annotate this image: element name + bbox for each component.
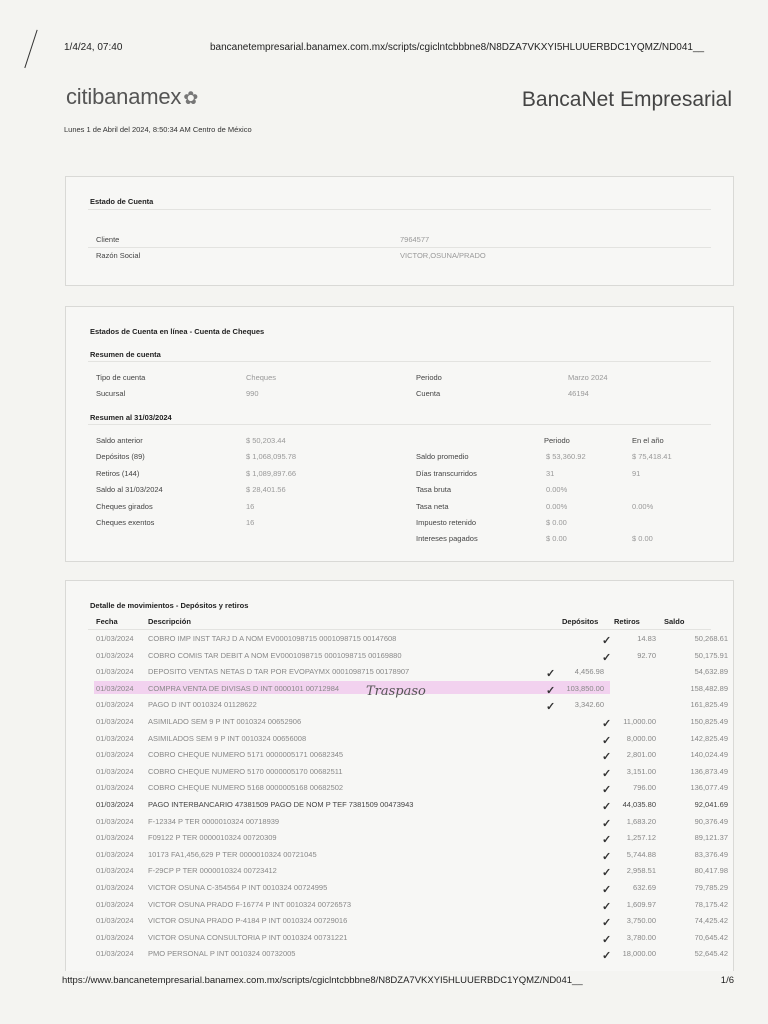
withdrawal-cell: 2,801.00 xyxy=(626,750,656,760)
cuenta-value: 46194 xyxy=(568,389,589,398)
withdrawal-cell: 1,257.12 xyxy=(626,833,656,843)
date-cell: 01/03/2024 xyxy=(96,866,134,876)
check-mark-icon: ✓ xyxy=(602,917,612,930)
withdrawal-cell: 11,000.00 xyxy=(623,717,656,726)
divider xyxy=(88,209,711,210)
check-mark-icon: ✓ xyxy=(602,817,612,830)
summary-periodo: 0.00% xyxy=(546,502,568,511)
table-row xyxy=(66,713,733,730)
estado-title: Estado de Cuenta xyxy=(90,197,154,206)
summary-periodo: $ 0.00 xyxy=(546,518,567,527)
summary-periodo: $ 53,360.92 xyxy=(546,452,586,461)
pen-mark xyxy=(24,30,56,75)
table-row xyxy=(66,912,733,929)
summary-periodo: 31 xyxy=(546,469,555,478)
periodo-label: Periodo xyxy=(416,373,442,382)
check-mark-icon: ✓ xyxy=(602,801,612,813)
summary-anio: 91 xyxy=(632,469,641,478)
balance-cell: 161,825.49 xyxy=(690,700,728,710)
balance-cell: 80,417.98 xyxy=(694,866,728,876)
date-cell: 01/03/2024 xyxy=(96,766,134,776)
description-cell: COBRO IMP INST TARJ D A NOM EV0001098715 0001098715 00147608 xyxy=(148,634,397,643)
balance-cell: 74,425.42 xyxy=(694,916,728,926)
summary-label: Impuesto retenido xyxy=(416,518,477,527)
divider xyxy=(88,424,711,425)
deposit-cell: 4,456.98 xyxy=(574,667,604,677)
summary-value: $ 1,089,897.66 xyxy=(246,469,297,478)
description-cell: F-12334 P TER 0000010324 00718939 xyxy=(148,816,280,826)
table-row xyxy=(66,763,733,780)
balance-cell: 83,376.49 xyxy=(694,849,728,859)
summary-value: 16 xyxy=(246,502,255,511)
balance-cell: 89,121.37 xyxy=(694,833,728,843)
summary-periodo: 0.00% xyxy=(546,485,568,494)
withdrawal-cell: 2,958.51 xyxy=(626,866,656,876)
table-row xyxy=(66,663,733,680)
sucursal-value: 990 xyxy=(246,389,259,398)
withdrawal-cell: 1,609.97 xyxy=(626,899,656,909)
balance-cell: 70,645.42 xyxy=(694,932,728,942)
balance-cell: 142,825.49 xyxy=(690,733,728,743)
date-cell: 01/03/2024 xyxy=(96,700,134,710)
description-cell: COBRO CHEQUE NUMERO 5171 0000005171 00682345 xyxy=(148,750,344,760)
date-cell: 01/03/2024 xyxy=(96,683,134,693)
withdrawal-cell: 3,780.00 xyxy=(626,932,656,942)
table-row xyxy=(66,929,733,946)
description-cell: VICTOR OSUNA PRADO F-16774 P INT 0010324 00726573 xyxy=(148,899,352,909)
print-url: bancanetempresarial.banamex.com.mx/scripts/cgiclntcbbbne8/N8DZA7VKXYI5HLUUERBDC1YQMZ/ND041__ xyxy=(210,42,705,53)
header-descripcion: Descripción xyxy=(148,617,191,626)
description-cell: COBRO COMIS TAR DEBIT A NOM EV0001098715 0001098715 00169880 xyxy=(148,650,402,660)
summary-label: Saldo anterior xyxy=(96,436,143,445)
table-row xyxy=(66,879,733,896)
divider xyxy=(88,361,711,362)
dateline: Lunes 1 de Abril del 2024, 8:50:34 AM Centro de México xyxy=(64,125,252,134)
date-cell: 01/03/2024 xyxy=(96,833,134,843)
col-anio: En el año xyxy=(632,436,664,445)
description-cell: 10173 FA1,456,629 P TER 0000010324 00721045 xyxy=(148,849,317,859)
balance-cell: 136,077.49 xyxy=(690,783,728,793)
description-cell: PAGO INTERBANCARIO 47381509 PAGO DE NOM P TEF 7381509 00473943 xyxy=(148,800,414,809)
cliente-value: 7964577 xyxy=(400,235,430,244)
estado-panel xyxy=(65,176,734,286)
logo-text: citibanamex xyxy=(66,84,182,109)
check-mark-icon: ✓ xyxy=(602,651,612,664)
date-cell: 01/03/2024 xyxy=(96,899,134,909)
withdrawal-cell: 1,683.20 xyxy=(626,816,656,826)
summary-label: Tasa bruta xyxy=(416,485,452,494)
date-cell: 01/03/2024 xyxy=(96,932,134,942)
date-cell: 01/03/2024 xyxy=(96,733,134,743)
check-mark-icon: ✓ xyxy=(602,950,612,963)
swirl-logo-icon: ✿ xyxy=(183,88,199,108)
description-cell: ASIMILADOS SEM 9 P INT 0010324 00656008 xyxy=(148,733,307,743)
summary-label: Cheques exentos xyxy=(96,518,155,527)
cuenta-label: Cuenta xyxy=(416,389,441,398)
resumen-title: Resumen de cuenta xyxy=(90,350,161,359)
balance-cell: 136,873.49 xyxy=(690,766,728,776)
withdrawal-cell: 18,000.00 xyxy=(622,949,656,959)
check-mark-icon: ✓ xyxy=(602,900,612,913)
date-cell: 01/03/2024 xyxy=(96,634,134,643)
table-row xyxy=(66,779,733,796)
withdrawal-cell: 3,750.00 xyxy=(626,916,656,926)
table-row xyxy=(66,696,733,713)
withdrawal-cell: 8,000.00 xyxy=(626,733,656,743)
description-cell: ASIMILADO SEM 9 P INT 0010324 00652906 xyxy=(148,717,302,726)
cheques-title: Estados de Cuenta en línea - Cuenta de Cheques xyxy=(90,327,265,336)
razon-value: VICTOR,OSUNA/PRADO xyxy=(400,251,486,260)
description-cell: COBRO CHEQUE NUMERO 5170 0000005170 00682511 xyxy=(148,766,343,776)
table-row xyxy=(66,829,733,846)
balance-cell: 92,041.69 xyxy=(694,800,728,809)
table-row xyxy=(66,813,733,830)
header-depositos: Depósitos xyxy=(562,617,599,626)
table-row xyxy=(66,680,733,697)
resumen-al-title: Resumen al 31/03/2024 xyxy=(90,413,172,422)
withdrawal-cell: 14.83 xyxy=(637,634,656,643)
cheques-panel xyxy=(65,306,734,562)
table-row xyxy=(66,647,733,664)
balance-cell: 50,268.61 xyxy=(694,634,728,643)
sucursal-label: Sucursal xyxy=(96,389,126,398)
date-cell: 01/03/2024 xyxy=(96,849,134,859)
withdrawal-cell: 3,151.00 xyxy=(626,766,656,776)
check-mark-icon: ✓ xyxy=(546,701,556,714)
check-mark-icon: ✓ xyxy=(602,850,612,863)
date-cell: 01/03/2024 xyxy=(96,949,134,959)
description-cell: COBRO CHEQUE NUMERO 5168 0000005168 00682502 xyxy=(148,783,344,793)
withdrawal-cell: 92.70 xyxy=(637,650,656,660)
summary-label: Saldo al 31/03/2024 xyxy=(96,485,163,494)
header-fecha: Fecha xyxy=(96,617,118,626)
summary-anio: 0.00% xyxy=(632,502,654,511)
summary-value: $ 28,401.56 xyxy=(246,485,286,494)
header-retiros: Retiros xyxy=(614,617,640,626)
razon-label: Razón Social xyxy=(96,251,141,260)
balance-cell: 90,376.49 xyxy=(694,816,728,826)
date-cell: 01/03/2024 xyxy=(96,667,134,677)
check-mark-icon: ✓ xyxy=(546,684,556,697)
description-cell: F-29CP P TER 0000010324 00723412 xyxy=(148,866,277,876)
balance-cell: 54,632.89 xyxy=(694,667,728,677)
table-row xyxy=(66,945,733,962)
deposit-cell: 3,342.60 xyxy=(574,700,604,710)
check-mark-icon: ✓ xyxy=(602,933,612,946)
description-cell: VICTOR OSUNA PRADO P-4184 P INT 0010324 00729016 xyxy=(148,916,348,926)
table-row xyxy=(66,746,733,763)
check-mark-icon: ✓ xyxy=(546,668,556,681)
table-row xyxy=(66,862,733,879)
movimientos-panel xyxy=(65,580,734,971)
summary-label: Depósitos (89) xyxy=(96,452,145,461)
date-cell: 01/03/2024 xyxy=(96,650,134,660)
tipo-value: Cheques xyxy=(246,373,277,382)
check-mark-icon: ✓ xyxy=(602,834,612,847)
withdrawal-cell: 796.00 xyxy=(633,783,656,793)
balance-cell: 79,785.29 xyxy=(694,883,728,892)
balance-cell: 140,024.49 xyxy=(690,750,728,760)
check-mark-icon: ✓ xyxy=(602,635,612,647)
description-cell: COMPRA VENTA DE DIVISAS D INT 0000101 00712984 xyxy=(148,683,340,693)
check-mark-icon: ✓ xyxy=(602,751,612,764)
date-cell: 01/03/2024 xyxy=(96,783,134,793)
balance-cell: 150,825.49 xyxy=(690,717,728,726)
check-mark-icon: ✓ xyxy=(602,734,612,747)
date-cell: 01/03/2024 xyxy=(96,717,134,726)
summary-value: 16 xyxy=(246,518,255,527)
table-row xyxy=(66,846,733,863)
table-row xyxy=(66,730,733,747)
description-cell: VICTOR OSUNA C-354564 P INT 0010324 00724995 xyxy=(148,883,328,892)
description-cell: VICTOR OSUNA CONSULTORIA P INT 0010324 00731221 xyxy=(148,932,348,942)
header-saldo: Saldo xyxy=(664,617,685,626)
print-date: 1/4/24, 07:40 xyxy=(64,42,123,53)
check-mark-icon: ✓ xyxy=(602,867,612,880)
withdrawal-cell: 5,744.88 xyxy=(626,849,656,859)
check-mark-icon: ✓ xyxy=(602,767,612,780)
balance-cell: 158,482.89 xyxy=(690,683,728,693)
balance-cell: 78,175.42 xyxy=(694,899,728,909)
date-cell: 01/03/2024 xyxy=(96,800,134,809)
summary-periodo: $ 0.00 xyxy=(546,534,567,543)
summary-label: Cheques girados xyxy=(96,502,153,511)
summary-value: $ 50,203.44 xyxy=(246,436,286,445)
description-cell: F09122 P TER 0000010324 00720309 xyxy=(148,833,277,843)
table-row xyxy=(66,630,733,647)
product-title: BancaNet Empresarial xyxy=(521,88,732,111)
balance-cell: 52,645.42 xyxy=(694,949,728,959)
col-periodo: Periodo xyxy=(544,436,570,445)
summary-anio: $ 0.00 xyxy=(632,534,653,543)
summary-label: Retiros (144) xyxy=(96,469,140,478)
date-cell: 01/03/2024 xyxy=(96,750,134,760)
description-cell: DEPOSITO VENTAS NETAS D TAR POR EVOPAYMX 0001098715 00178907 xyxy=(148,667,410,677)
handwritten-note: Traspaso xyxy=(366,683,426,699)
date-cell: 01/03/2024 xyxy=(96,883,134,892)
check-mark-icon: ✓ xyxy=(602,784,612,797)
balance-cell: 50,175.91 xyxy=(694,650,728,660)
citibanamex-logo xyxy=(66,84,198,110)
summary-label: Tasa neta xyxy=(416,502,449,511)
withdrawal-cell: 44,035.80 xyxy=(622,800,656,809)
check-mark-icon: ✓ xyxy=(602,884,612,896)
tipo-label: Tipo de cuenta xyxy=(96,373,146,382)
date-cell: 01/03/2024 xyxy=(96,816,134,826)
page-number: 1/6 xyxy=(720,975,734,986)
summary-label: Saldo promedio xyxy=(416,452,469,461)
check-mark-icon: ✓ xyxy=(602,718,612,730)
table-row xyxy=(66,796,733,813)
summary-value: $ 1,068,095.78 xyxy=(246,452,297,461)
summary-label: Intereses pagados xyxy=(416,534,478,543)
footer-url: https://www.bancanetempresarial.banamex.com.mx/scripts/cgiclntcbbbne8/N8DZA7VKXYI5HLUUERBDC1YQMZ/ND041__ xyxy=(62,975,583,986)
date-cell: 01/03/2024 xyxy=(96,916,134,926)
deposit-cell: 103,850.00 xyxy=(566,683,604,693)
divider xyxy=(88,247,711,248)
summary-label: Días transcurridos xyxy=(416,469,477,478)
summary-anio: $ 75,418.41 xyxy=(632,452,672,461)
table-row xyxy=(66,896,733,913)
description-cell: PMO PERSONAL P INT 0010324 00732005 xyxy=(148,949,296,959)
cliente-label: Cliente xyxy=(96,235,120,244)
description-cell: PAGO D INT 0010324 01128622 xyxy=(148,700,257,710)
movimientos-title: Detalle de movimientos - Depósitos y retiros xyxy=(90,601,249,610)
withdrawal-cell: 632.69 xyxy=(633,883,656,892)
periodo-value: Marzo 2024 xyxy=(568,373,608,382)
